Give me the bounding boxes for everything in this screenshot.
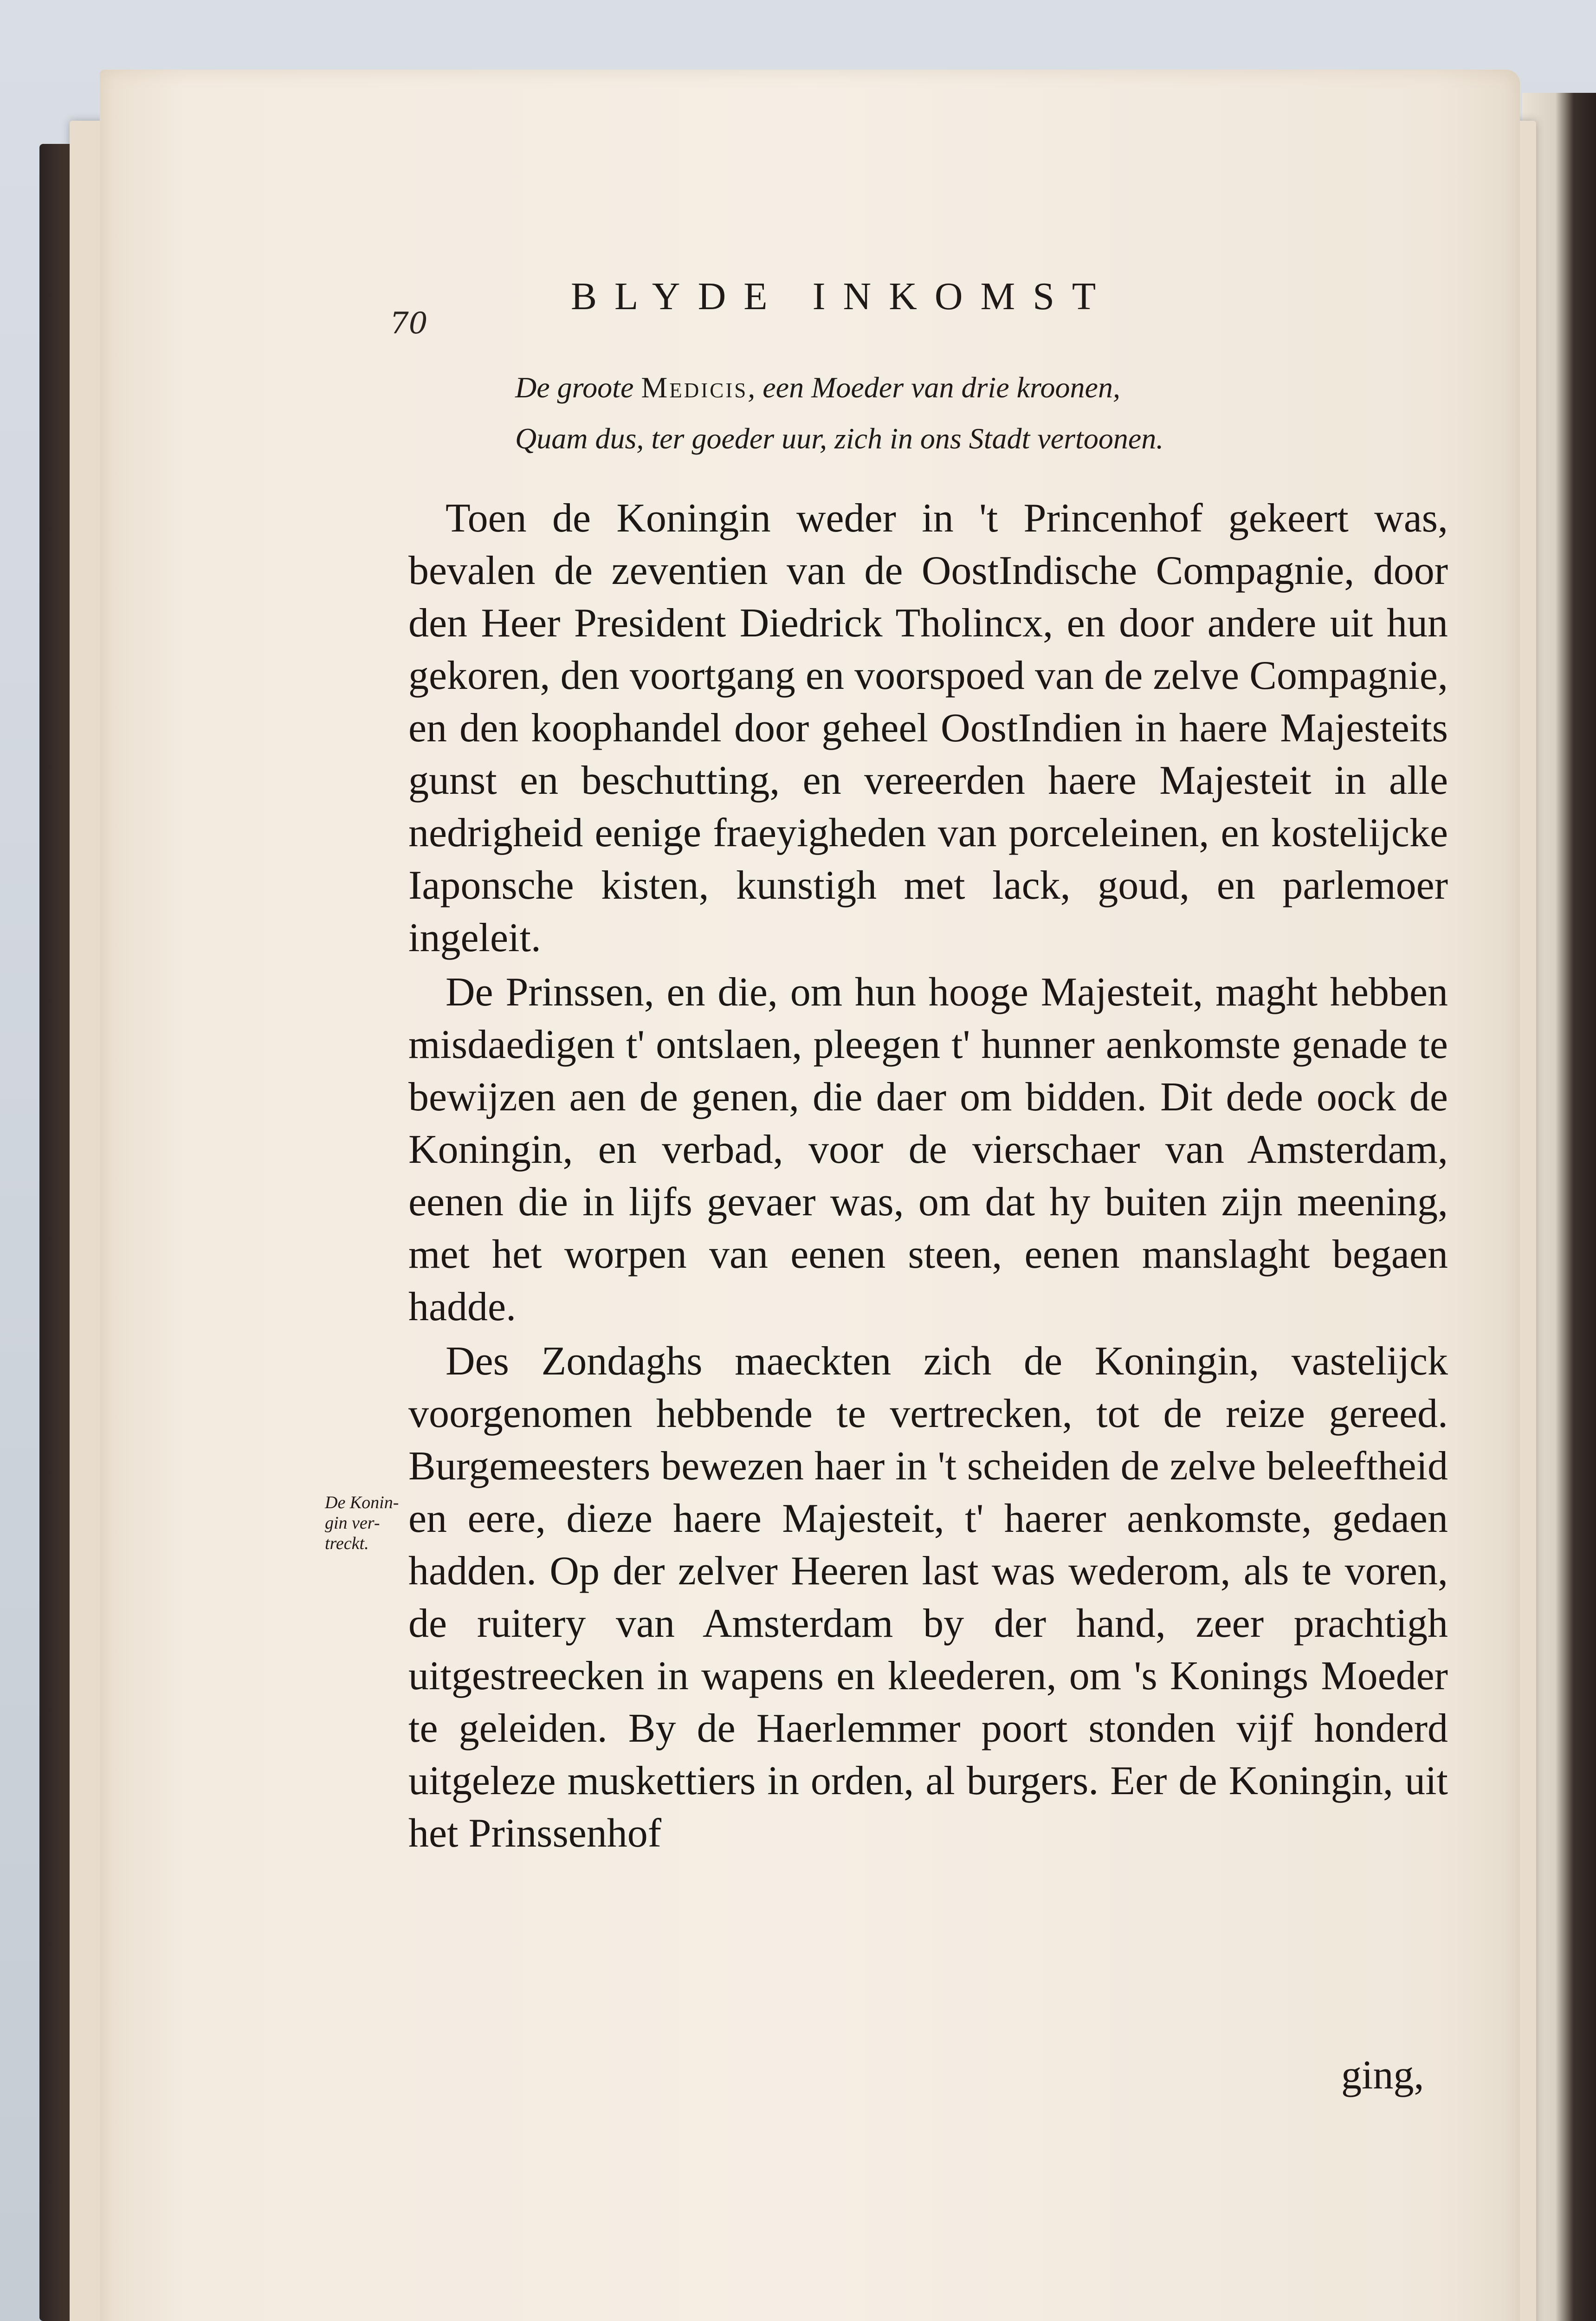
- marginal-note-line: gin ver-: [325, 1513, 380, 1533]
- paragraph-1: Toen de Koningin weder in 't Princenhof gekeert was, bevalen de zeventien van de OostIndische Compagnie, door den Heer President Diedrick Tholincx, en door andere uit hun gekoren, den voortgang en voorspoed van de zelve Compagnie, en den koophandel door geheel OostIndien in haere Majesteits gunst en beschutting, en vereerden haere Majesteit in alle nedrigheid eenige fraeyigheden van porceleinen, en kostelijcke Iaponsche kisten, kunstigh met lack, goud, en parlemoer ingeleit.: [408, 496, 1448, 960]
- marginal-note-line: De Konin-: [325, 1493, 399, 1512]
- marginal-note-line: treckt.: [325, 1534, 369, 1553]
- couplet-name: Medicis: [641, 371, 748, 404]
- paragraph-3: Des Zondaghs maeckten zich de Koningin, vastelijck voorgenomen hebbende te vertrecken, tot de reize gereed. Burgemeesters bewezen haer in 't scheiden de zelve beleeftheid en eere, dieze haere Majesteit, t' haerer aenkomste, gedaen hadden. Op der zelver Heeren last was wederom, als te voren, de ruitery van Amsterdam by der hand, zeer prachtigh uitgestreecken in wapens en kleederen, om 's Konings Moeder te geleiden. By de Haerlemmer poort stonden vijf honderd uitgeleze muskettiers in orden, al burgers. Eer de Koningin, uit het Prinssenhof: [408, 1339, 1448, 1856]
- couplet-line-2: Quam dus, ter goeder uur, zich in ons Stadt vertoonen.: [515, 422, 1164, 455]
- couplet-line-1-pre: De groote: [515, 371, 641, 404]
- page-number: 70: [390, 306, 428, 341]
- catchword: ging,: [1341, 2053, 1424, 2098]
- running-title: BLYDE INKOMST: [571, 275, 1114, 318]
- couplet-line-1-post: , een Moeder van drie kroonen,: [748, 371, 1120, 404]
- couplet-line-1: [515, 362, 1397, 413]
- page-header: [390, 262, 1457, 341]
- marginal-note: [325, 1492, 408, 1554]
- verse-couplet: [515, 362, 1397, 464]
- paragraph-2: De Prinssen, en die, om hun hooge Majesteit, maght hebben misdaedigen t' ontslaen, pleegen t' hunner aenkomste genade te bewijzen aen de genen, die daer om bidden. Dit dede oock de Koningin, en verbad, voor de vierschaer van Amsterdam, eenen die in lijfs gevaer was, om dat hy buiten zijn meening, met het worpen van eenen steen, eenen manslaght begaen hadde.: [408, 970, 1448, 1329]
- body-text: [408, 492, 1448, 1860]
